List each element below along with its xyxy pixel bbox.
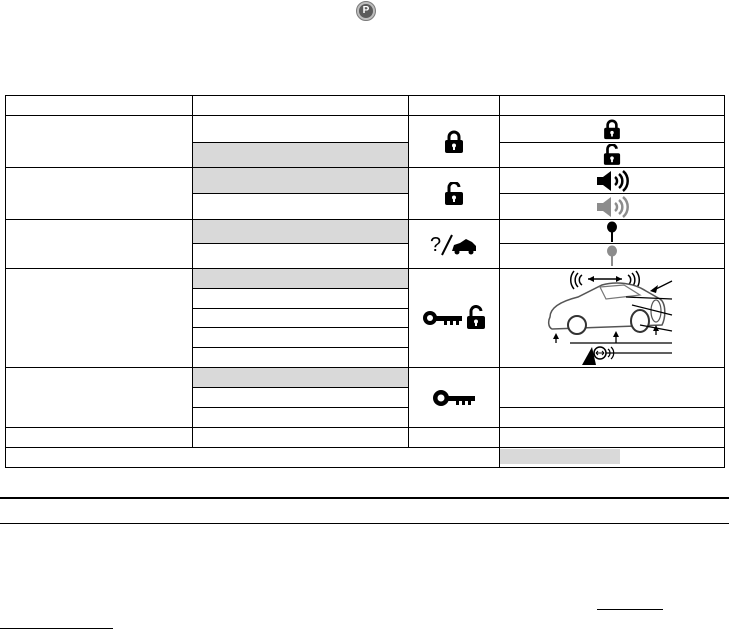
button-cell [193,269,409,289]
underline-mark [597,609,663,610]
car-sensors-diagram [542,269,682,367]
button-cell [193,348,409,368]
button-cell [193,116,409,143]
table-row [6,269,725,289]
indicator-cell [500,368,725,408]
unlock-icon [444,182,464,206]
key-icon [432,386,476,410]
table-row [6,368,725,388]
table-note-row [6,448,725,468]
indicator-cell [500,168,725,194]
button-cell [193,309,409,328]
unlock-icon [603,144,621,166]
display-icon-cell [409,368,500,428]
function-table [5,95,725,468]
key-unlock-icon [422,305,486,331]
indicator-cell [500,244,725,269]
led-icon [606,221,618,243]
table-row [6,220,725,244]
button-cell [193,388,409,408]
parking-mode-icon [356,1,376,21]
svg-text:?: ? [430,234,442,256]
button-cell [193,194,409,220]
function-name-cell [6,116,193,168]
button-cell [193,408,409,428]
function-name-cell [6,368,193,428]
section-divider [0,523,729,524]
function-name-cell [6,220,193,269]
table-row [6,116,725,143]
button-cell [193,168,409,194]
display-icon-cell [409,116,500,168]
display-icon-cell [409,269,500,368]
button-cell [193,428,409,448]
button-cell [193,143,409,168]
lock-icon [603,119,621,140]
sensor-diagram-cell [500,269,725,368]
siren-icon [595,196,629,218]
header-cell [500,96,725,116]
table-row [6,428,725,448]
display-icon-cell [409,220,500,269]
function-name-cell [6,428,193,448]
indicator-cell [500,408,725,428]
button-cell [193,244,409,269]
lock-icon [444,130,464,154]
header-cell [6,96,193,116]
car-status-icon [430,231,478,257]
led-icon [606,245,618,267]
note-cell [6,448,500,468]
indicator-cell [500,116,725,143]
shaded-legend-swatch [500,449,620,464]
header-cell [193,96,409,116]
parking-mode-icon-letter: P [359,4,373,18]
note-legend-cell [500,448,725,468]
section-divider [0,497,729,499]
function-name-cell [6,269,193,368]
display-icon-cell [409,428,500,448]
button-cell [193,289,409,309]
button-cell [193,220,409,244]
indicator-cell [500,143,725,168]
indicator-cell [500,428,725,448]
function-name-cell [6,168,193,220]
indicator-cell [500,220,725,244]
indicator-cell [500,194,725,220]
siren-icon [595,170,629,192]
table-header-row [6,96,725,116]
header-cell [409,96,500,116]
table-row [6,168,725,194]
button-cell [193,368,409,388]
underline-mark [0,628,113,629]
button-cell [193,328,409,348]
display-icon-cell [409,168,500,220]
